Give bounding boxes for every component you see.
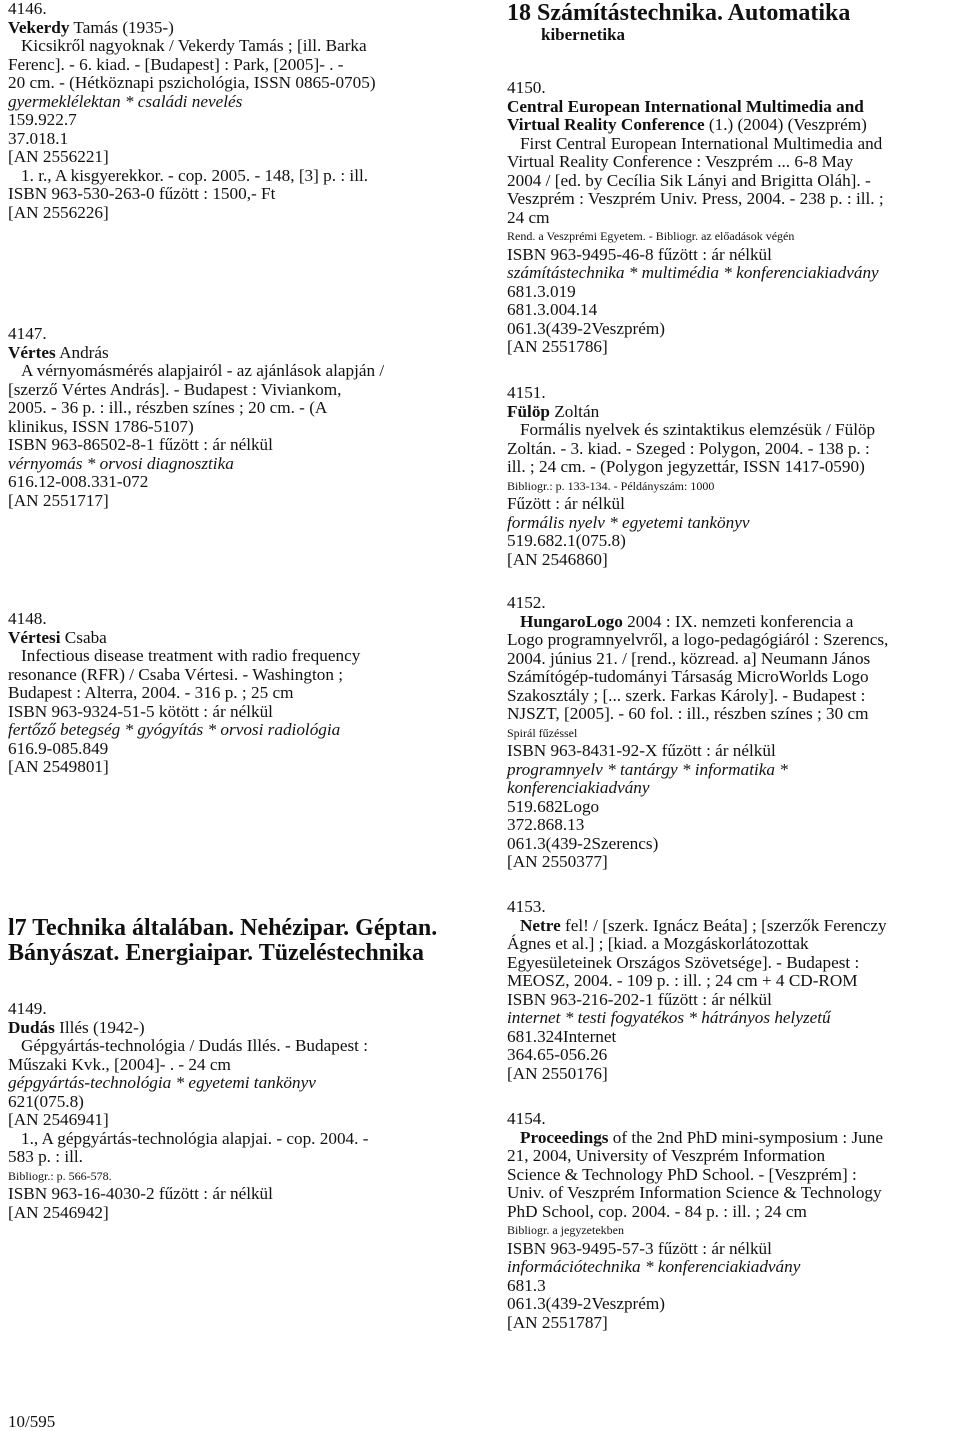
subject-terms: fertőző betegség * gyógyítás * orvosi radiológia (8, 720, 341, 739)
description-line: Műszaki Kvk., [2004]- . - 24 cm (8, 1054, 231, 1074)
description-line: Logo programnyelvről, a logo-pedagógiáról : Szerencs, (507, 630, 889, 649)
volume-line: 583 p. : ill. (8, 1147, 83, 1166)
udc-code: 681.3.004.14 (507, 300, 598, 319)
description-line: NJSZT, [2005]. - 60 fol. : ill., részben színes ; 30 cm (507, 704, 869, 723)
title-word: Netre (520, 915, 561, 935)
description-line: 20 cm. - (Hétköznapi pszichológia, ISSN 0865-0705) (8, 73, 376, 92)
entry-heading (507, 1129, 957, 1148)
description-line: Zoltán. - 3. kiad. - Szeged : Polygon, 2004. - 138 p. : (507, 438, 870, 458)
author-surname: Vekerdy (8, 17, 70, 37)
description-line: 24 cm (507, 207, 550, 227)
entry-number: 4147. (8, 324, 47, 343)
description-line: Szakosztály ; [... szerk. Farkas Károly]. - Budapest : (507, 685, 866, 705)
isbn: ISBN 963-9324-51-5 kötött : ár nélkül (8, 701, 273, 721)
isbn: ISBN 963-9495-46-8 fűzött : ár nélkül (507, 244, 772, 264)
an-number: [AN 2546941] (8, 1110, 109, 1129)
isbn: ISBN 963-86502-8-1 fűzött : ár nélkül (8, 435, 273, 454)
author-rest: András (55, 342, 109, 362)
volume-line: 1. r., A kisgyerekkor. - cop. 2005. - 148, [3] p. : ill. (21, 165, 369, 185)
page-number: 10/595 (8, 1412, 56, 1431)
description-line: Virtual Reality Conference : Veszprém ... 6-8 May (507, 152, 854, 171)
an-number: [AN 2550377] (507, 852, 608, 871)
subject-terms: gépgyártás-technológia * egyetemi tankönyv (8, 1073, 316, 1092)
description-line: 2004. június 21. / [rend., közread. a] Neumann János (507, 648, 871, 668)
an-number: [AN 2551787] (507, 1312, 608, 1332)
description-line: Egyesületeinek Országos Szövetsége]. - Budapest : (507, 952, 860, 972)
subject-terms: programnyelv * tantárgy * informatika * (507, 759, 788, 779)
volume-line: 1., A gépgyártás-technológia alapjai. - cop. 2004. - (21, 1128, 369, 1148)
bibliography-note: Bibliogr. a jegyzetekben (507, 1223, 624, 1237)
entry-heading: Central European International Multimedia and (507, 96, 864, 116)
entry-number: 4151. (507, 383, 546, 402)
description-line: Infectious disease treatment with radio frequency (21, 646, 361, 665)
description-line: [szerző Vértes András]. - Budapest : Viviankom, (8, 379, 342, 399)
entry-heading (8, 629, 458, 648)
section-heading-line: Bányászat. Energiaipar. Tüzeléstechnika (8, 939, 425, 966)
description-line: Veszprém : Veszprém Univ. Press, 2004. - 238 p. : ill. ; (507, 189, 884, 208)
udc-code: 061.3(439-2Veszprém) (507, 318, 665, 338)
description-line: 21, 2004, University of Veszprém Information (507, 1146, 826, 1165)
an-number: [AN 2546860] (507, 549, 608, 569)
udc-code: 372.868.13 (507, 815, 585, 834)
description-line: resonance (RFR) / Csaba Vértesi. - Washington ; (8, 664, 343, 684)
udc-code: 061.3(439-2Veszprém) (507, 1294, 665, 1313)
author-surname: Fülöp (507, 401, 550, 421)
an-number: [AN 2546942] (8, 1202, 109, 1222)
description-line: MEOSZ, 2004. - 109 p. : ill. ; 24 cm + 4 CD-ROM (507, 971, 858, 990)
section-heading-line: 18 Számítástechnika. Automatika (507, 0, 851, 26)
description-line: Számítógép-tudományi Társaság MicroWorlds Logo (507, 667, 869, 686)
entry-heading (8, 19, 458, 38)
entry-heading (507, 917, 957, 936)
description-line: ill. ; 24 cm. - (Polygon jegyzettár, ISSN 1417-0590) (507, 457, 865, 476)
an-number: [AN 2550176] (507, 1063, 608, 1083)
isbn: ISBN 963-530-263-0 fűzött : 1500,- Ft (8, 184, 276, 203)
isbn: ISBN 963-16-4030-2 fűzött : ár nélkül (8, 1184, 273, 1203)
isbn: ISBN 963-8431-92-X fűzött : ár nélkül (507, 741, 776, 760)
description-line: Formális nyelvek és szintaktikus elemzésük / Fülöp (520, 420, 876, 439)
entry-number: 4146. (8, 0, 47, 18)
description-line: A vérnyomásmérés alapjairól - az ajánlások alapján / (21, 361, 385, 380)
subject-terms: konferenciakiadvány (507, 778, 650, 797)
author-rest: Zoltán (550, 401, 600, 421)
entry-4153 (507, 898, 957, 1083)
subject-terms: gyermeklélektan * családi nevelés (8, 91, 243, 111)
note: Bibliogr.: p. 133-134. - Példányszám: 1000 (507, 478, 715, 493)
subject-terms: számítástechnika * multimédia * konferenciakiadvány (507, 263, 879, 282)
udc-code: 681.3.019 (507, 281, 576, 301)
an-number: [AN 2556226] (8, 202, 109, 222)
description-line: Ágnes et al.] ; [kiad. a Mozgáskorlátozottak (507, 934, 809, 953)
udc-code: 37.018.1 (8, 128, 69, 148)
author-surname: Vértesi (8, 627, 61, 647)
conference-name: Virtual Reality Conference (507, 115, 705, 134)
section-heading-17 (8, 916, 437, 965)
subject-terms: információtechnika * konferenciakiadvány (507, 1257, 801, 1276)
udc-code: 519.682Logo (507, 796, 600, 816)
entry-4150 (507, 79, 957, 357)
udc-code: 616.12-008.331-072 (8, 472, 149, 491)
author-rest: Tamás (1935-) (69, 17, 174, 37)
bibliography-note: Bibliogr.: p. 566-578. (8, 1168, 112, 1183)
isbn: ISBN 963-9495-57-3 fűzött : ár nélkül (507, 1238, 772, 1258)
entry-heading (8, 344, 458, 363)
section-heading-18 (507, 1, 850, 44)
entry-heading (507, 116, 957, 135)
udc-code: 364.65-056.26 (507, 1045, 608, 1064)
author-surname: Vértes (8, 342, 56, 362)
description-line: Kicsikről nagyoknak / Vekerdy Tamás ; [ill. Barka (21, 36, 367, 55)
udc-code: 681.3 (507, 1275, 546, 1295)
entry-4147 (8, 325, 458, 510)
subject-terms: internet * testi fogyatékos * hátrányos helyzetű (507, 1008, 831, 1027)
author-surname: Dudás (8, 1017, 55, 1037)
description-line: Ferenc]. - 6. kiad. - [Budapest] : Park, [2005]- . - (8, 54, 344, 74)
entry-number: 4149. (8, 999, 47, 1018)
isbn: ISBN 963-216-202-1 fűzött : ár nélkül (507, 989, 772, 1009)
description-line: First Central European International Multimedia and (520, 133, 883, 153)
description-line: Univ. of Veszprém Information Science & Technology (507, 1183, 882, 1202)
entry-4151 (507, 384, 957, 569)
description-line: PhD School, cop. 2004. - 84 p. : ill. ; 24 cm (507, 1201, 807, 1221)
author-rest: Csaba (60, 627, 107, 647)
entry-heading (507, 613, 957, 632)
description-line: 2004 / [ed. by Cecília Sik Lányi and Brigitta Oláh]. - (507, 170, 871, 190)
title-word: Proceedings (520, 1127, 609, 1147)
description-line: Gépgyártás-technológia / Dudás Illés. - Budapest : (21, 1036, 368, 1055)
subject-terms: vérnyomás * orvosi diagnosztika (8, 453, 234, 473)
section-subheading: kibernetika (541, 24, 626, 44)
entry-number: 4150. (507, 78, 546, 97)
description-line: Science & Technology PhD School. - [Veszprém] : (507, 1164, 857, 1184)
title-rest: of the 2nd PhD mini-symposium : June (608, 1127, 884, 1147)
description-line: 2005. - 36 p. : ill., részben színes ; 20 cm. - (A (8, 398, 328, 417)
entry-heading (507, 403, 957, 422)
entry-heading (8, 1019, 458, 1038)
an-number: [AN 2551717] (8, 490, 109, 510)
author-rest: Illés (1942-) (54, 1017, 145, 1037)
description-line: klinikus, ISSN 1786-5107) (8, 416, 194, 436)
an-number: [AN 2551786] (507, 337, 608, 356)
udc-code: 621(075.8) (8, 1091, 84, 1111)
entry-4154 (507, 1110, 957, 1332)
entry-4152 (507, 594, 957, 872)
title-rest: 2004 : IX. nemzeti konferencia a (622, 611, 854, 631)
entry-number: 4152. (507, 593, 546, 612)
an-number: [AN 2556221] (8, 147, 109, 166)
udc-code: 061.3(439-2Szerencs) (507, 833, 659, 853)
entry-4149 (8, 1000, 458, 1222)
udc-code: 681.324Internet (507, 1026, 617, 1046)
note: Spirál fűzéssel (507, 725, 578, 740)
section-heading-line: l7 Technika általában. Nehézipar. Géptan. (8, 915, 438, 941)
entry-number: 4154. (507, 1109, 546, 1128)
note: Rend. a Veszprémi Egyetem. - Bibliogr. az előadások végén (507, 229, 795, 243)
entry-number: 4148. (8, 609, 47, 628)
an-number: [AN 2549801] (8, 757, 109, 776)
entry-number: 4153. (507, 897, 546, 916)
udc-code: 159.922.7 (8, 110, 77, 129)
title-rest: fel! / [szerk. Ignácz Beáta] ; [szerzők Ferenczy (560, 915, 887, 935)
entry-4146 (8, 0, 458, 222)
subject-terms: formális nyelv * egyetemi tankönyv (507, 512, 750, 532)
title-word: HungaroLogo (520, 611, 623, 631)
udc-code: 616.9-085.849 (8, 738, 109, 758)
conference-rest: (1.) (2004) (Veszprém) (704, 115, 867, 134)
description-line: Budapest : Alterra, 2004. - 316 p. ; 25 cm (8, 683, 294, 702)
udc-code: 519.682.1(075.8) (507, 531, 626, 550)
entry-4148 (8, 610, 458, 777)
binding: Fűzött : ár nélkül (507, 494, 625, 513)
